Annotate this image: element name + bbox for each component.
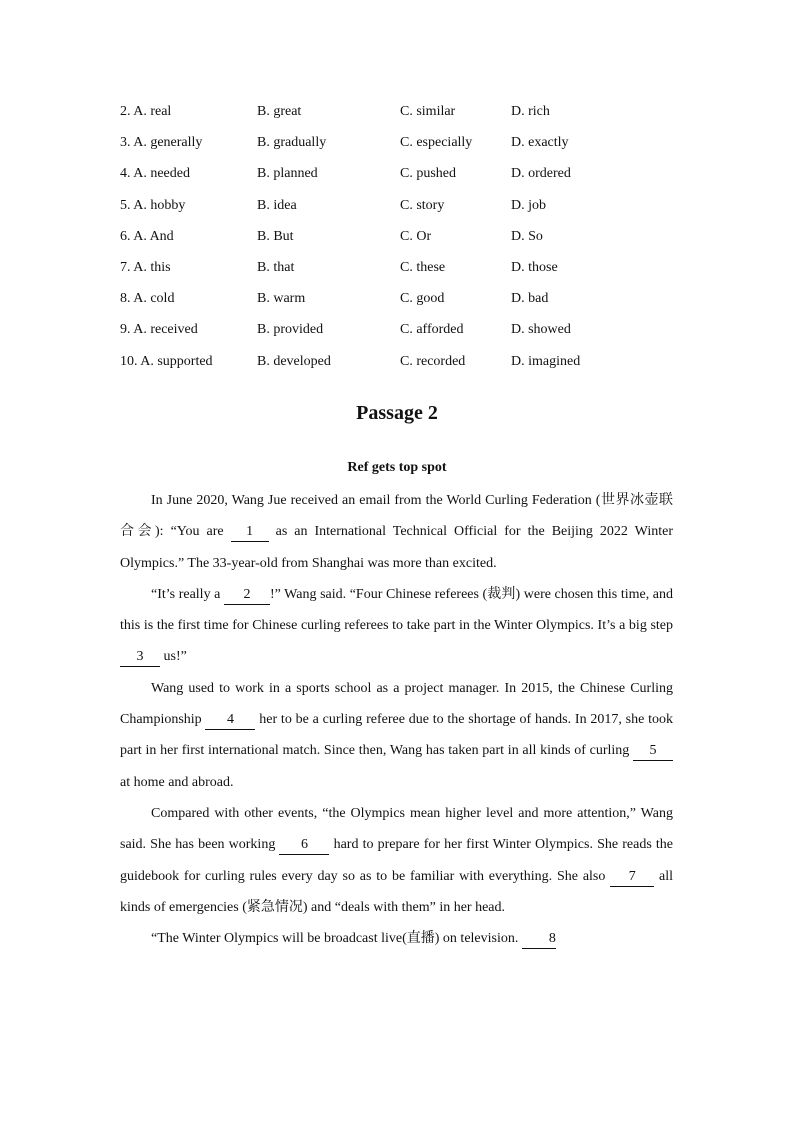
paragraph-text: all kinds of emergencies (紧急情况) and “deals with them” in her head. [120, 868, 673, 915]
passage-body [120, 485, 673, 954]
option-c: C. afforded [400, 322, 464, 338]
option-a: 3. A. generally [120, 135, 203, 151]
option-d: D. So [511, 228, 543, 244]
paragraph-text: as an International Technical Official for the Beijing 2022 Winter Olympics.” The 33-year-old from Shanghai was more than excited. [120, 524, 673, 571]
paragraph-text: her to be a curling referee due to the shortage of hands. In 2017, she took part in her first international match. Since then, Wang has taken part in all kinds of curling [120, 712, 673, 759]
paragraph-1 [120, 485, 673, 579]
option-a: 2. A. real [120, 104, 172, 119]
option-row [120, 348, 680, 379]
option-b: B. But [257, 228, 294, 244]
option-d: D. bad [511, 291, 549, 307]
option-d: D. ordered [511, 166, 571, 182]
paragraph-2 [120, 579, 673, 673]
article-title: Ref gets top spot [347, 460, 447, 475]
option-row [120, 254, 680, 285]
option-d: D. imagined [511, 353, 581, 369]
option-d: D. job [511, 197, 546, 213]
option-a: 4. A. needed [120, 166, 190, 182]
option-b: B. developed [257, 353, 331, 369]
option-a: 9. A. received [120, 322, 198, 338]
paragraph-text: hard to prepare for her first Winter Olympics. She reads the guidebook for curling rules every day so as to be familiar with everything. She also [120, 837, 673, 884]
option-row [120, 129, 680, 160]
passage-heading: Passage 2 [356, 402, 438, 424]
option-b: B. planned [257, 166, 318, 182]
option-a: 5. A. hobby [120, 197, 186, 213]
paragraph-3 [120, 673, 673, 798]
option-a: 10. A. supported [120, 353, 213, 369]
blank-6: 6 [279, 836, 329, 855]
option-row [120, 285, 680, 316]
paragraph-text: “It’s really a [151, 586, 224, 602]
option-c: C. recorded [400, 353, 466, 369]
option-c: C. these [400, 259, 446, 275]
blank-5: 5 [633, 742, 673, 761]
option-b: B. idea [257, 197, 297, 213]
option-d: D. those [511, 259, 558, 275]
option-c: C. story [400, 197, 445, 213]
paragraph-text: !” Wang said. “Four Chinese referees (裁判) were chosen this time, and this is the first time for Chinese curling referees to take part in the Winter Olympics. It’s a big step [120, 586, 674, 634]
paragraph-text: us!” [160, 649, 187, 665]
option-b: B. warm [257, 291, 306, 307]
paragraph-text: “The Winter Olympics will be broadcast live(直播) on television. [151, 931, 522, 947]
blank-1: 1 [231, 523, 269, 542]
answer-options-table [120, 98, 680, 379]
paragraph-5 [120, 923, 673, 954]
option-c: C. especially [400, 135, 473, 151]
option-b: B. provided [257, 322, 324, 338]
option-a: 8. A. cold [120, 291, 175, 307]
option-row [120, 192, 680, 223]
option-c: C. Or [400, 228, 432, 244]
option-c: C. good [400, 291, 445, 307]
option-row [120, 316, 680, 347]
blank-3: 3 [120, 648, 160, 667]
paragraph-text: Compared with other events, “the Olympics mean higher level and more attention,” Wang said. She has been working [120, 805, 673, 853]
option-a: 6. A. And [120, 228, 174, 244]
option-c: C. pushed [400, 166, 456, 182]
option-b: B. great [257, 104, 302, 119]
option-row [120, 160, 680, 191]
blank-4: 4 [205, 711, 255, 730]
option-d: D. showed [511, 322, 571, 338]
option-row [120, 223, 680, 254]
option-a: 7. A. this [120, 259, 171, 275]
option-d: D. rich [511, 104, 550, 119]
paragraph-text: at home and abroad. [120, 774, 234, 790]
paragraph-text: Wang used to work in a sports school as a project manager. In 2015, the Chinese Curling Championship [120, 680, 673, 728]
paragraph-4 [120, 798, 673, 923]
option-row [120, 98, 680, 129]
option-b: B. gradually [257, 135, 327, 151]
option-c: C. similar [400, 104, 456, 119]
blank-8: 8 [522, 930, 556, 949]
blank-2: 2 [224, 586, 270, 605]
blank-7: 7 [610, 868, 654, 887]
paragraph-text: In June 2020, Wang Jue received an email from the World Curling Federation (世界冰壶联合会): “You are [120, 493, 673, 540]
option-d: D. exactly [511, 135, 569, 151]
option-b: B. that [257, 259, 295, 275]
